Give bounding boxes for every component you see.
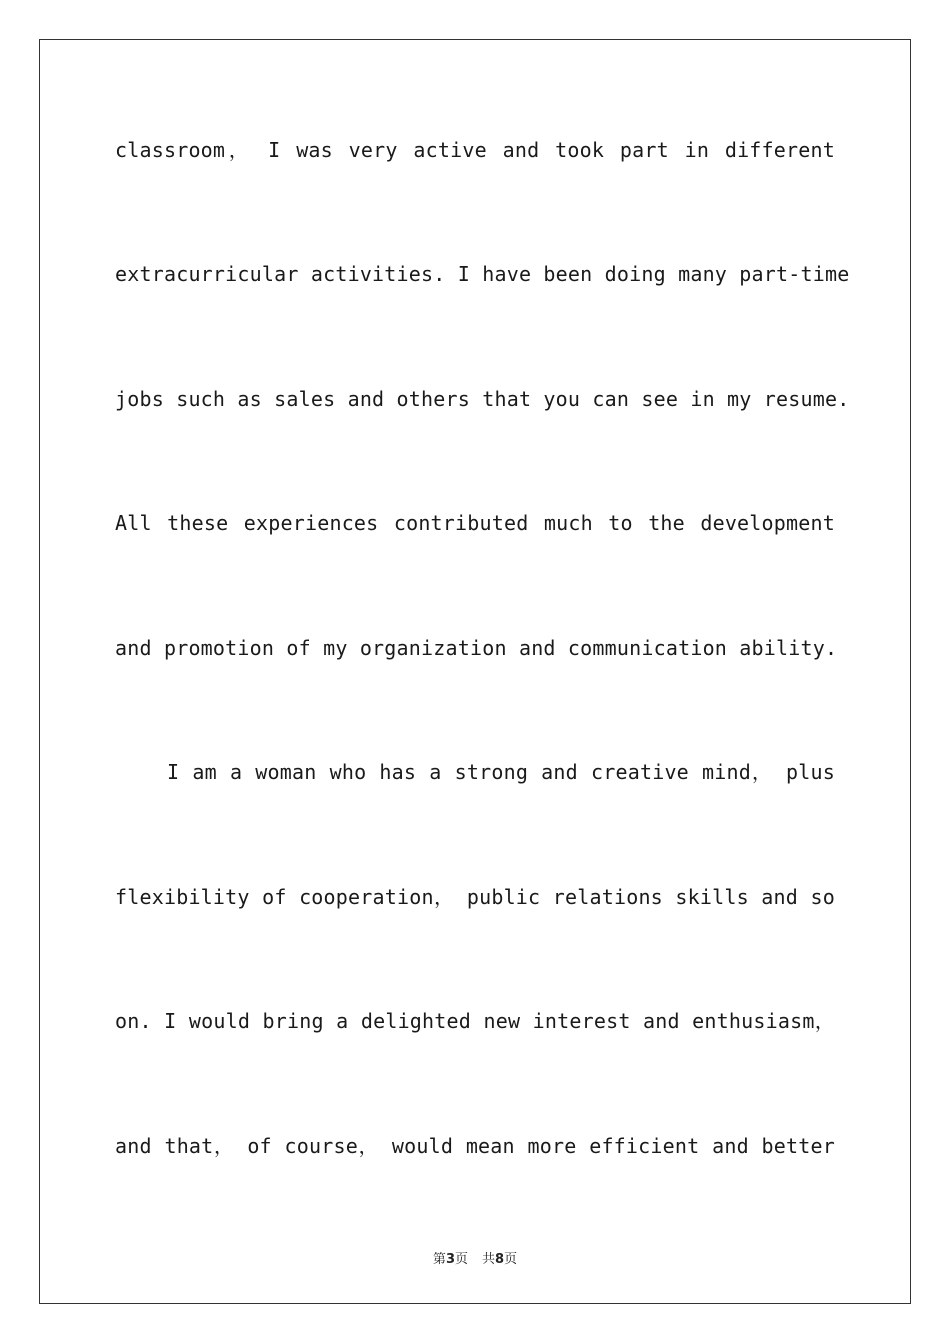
current-page-number: 3: [445, 1252, 455, 1267]
page-border: [39, 39, 911, 1304]
page-number-footer: [0, 1248, 950, 1267]
text-line: jobs such as sales and others that you can see in my resume.: [115, 387, 850, 411]
total-prefix: 共: [482, 1252, 496, 1267]
text-line: and promotion of my organization and communication ability.: [115, 636, 838, 660]
text-line: classroom， I was very active and took part in different: [115, 138, 835, 162]
page-prefix: 第: [432, 1252, 446, 1267]
text-line: I am a woman who has a strong and creative mind， plus: [167, 760, 835, 784]
text-line: All these experiences contributed much to the development: [115, 511, 835, 535]
text-line: on. I would bring a delighted new interest and enthusiasm，: [115, 1009, 835, 1033]
total-suffix: 页: [504, 1252, 518, 1267]
text-line: extracurricular activities. I have been doing many part-time: [115, 262, 850, 286]
text-line: and that， of course， would mean more efficient and better: [115, 1134, 835, 1158]
total-page-count: 8: [495, 1252, 505, 1267]
text-line: flexibility of cooperation， public relations skills and so: [115, 885, 835, 909]
page-suffix: 页: [454, 1252, 468, 1267]
